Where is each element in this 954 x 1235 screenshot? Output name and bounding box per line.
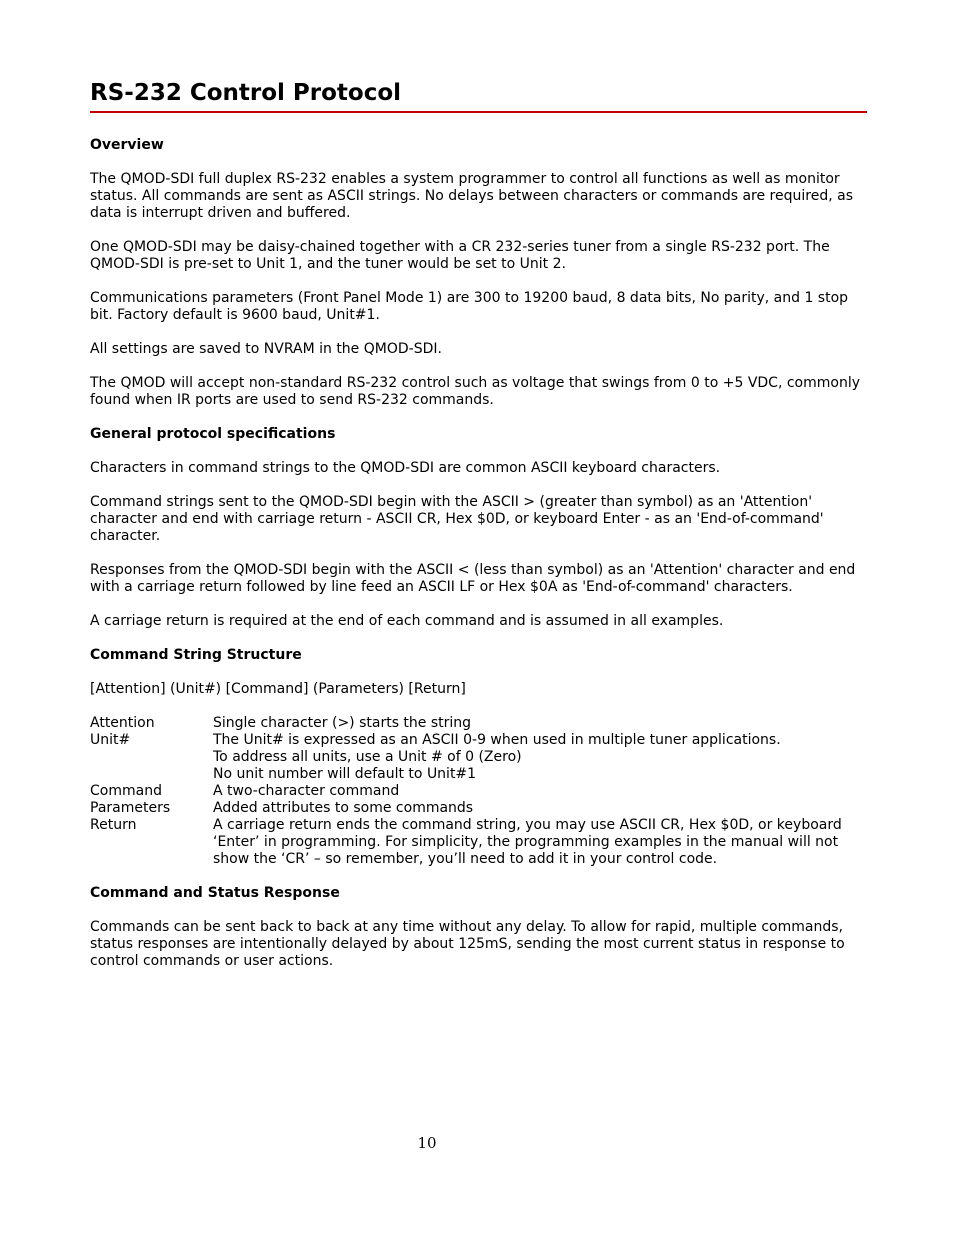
general-heading: General protocol specifications <box>90 426 336 442</box>
overview-paragraph: The QMOD will accept non-standard RS-232 control such as voltage that swings from 0 to +5 VDC, commonly found when IR ports are used to send RS-232 commands. <box>90 375 860 408</box>
overview-paragraph: One QMOD-SDI may be daisy-chained together with a CR 232-series tuner from a single RS-232 port. The QMOD-SDI is pre-set to Unit 1, and the tuner would be set to Unit 2. <box>90 239 830 272</box>
general-paragraph: A carriage return is required at the end of each command and is assumed in all examples. <box>90 613 724 629</box>
general-paragraph: Command strings sent to the QMOD-SDI begin with the ASCII > (greater than symbol) as an 'Attention' character and end with carriage return - ASCII CR, Hex $0D, or keyboard Enter - as an 'End-of-command' character. <box>90 494 824 544</box>
definition-description <box>213 800 873 817</box>
overview-paragraph: All settings are saved to NVRAM in the QMOD-SDI. <box>90 341 442 357</box>
definition-description <box>213 783 873 800</box>
status-heading: Command and Status Response <box>90 885 340 901</box>
command-syntax: [Attention] (Unit#) [Command] (Parameters) [Return] <box>90 681 466 697</box>
definition-term: Command <box>90 783 162 799</box>
page-title: RS-232 Control Protocol <box>90 80 402 106</box>
status-paragraph: Commands can be sent back to back at any time without any delay. To allow for rapid, multiple commands, status responses are intentionally delayed by about 125mS, sending the most current status in response to control commands or user actions. <box>90 919 845 969</box>
definition-term: Return <box>90 817 137 833</box>
overview-paragraph: The QMOD-SDI full duplex RS-232 enables a system programmer to control all functions as well as monitor status. All commands are sent as ASCII strings. No delays between characters or commands are required, as data is interrupt driven and buffered. <box>90 171 853 221</box>
definition-description <box>213 732 873 783</box>
page-content <box>90 137 870 987</box>
definition-line: A two-character command <box>213 783 400 799</box>
structure-heading: Command String Structure <box>90 647 302 663</box>
definition-description <box>213 817 873 868</box>
title-rule <box>90 111 867 113</box>
definition-description <box>213 715 873 732</box>
definition-line: Single character (>) starts the string <box>213 715 472 731</box>
definition-list <box>90 715 870 868</box>
definition-line: The Unit# is expressed as an ASCII 0-9 when used in multiple tuner applications. <box>213 732 781 748</box>
overview-paragraph: Communications parameters (Front Panel Mode 1) are 300 to 19200 baud, 8 data bits, No parity, and 1 stop bit. Factory default is 9600 baud, Unit#1. <box>90 290 849 323</box>
definition-term: Attention <box>90 715 155 731</box>
definition-line: No unit number will default to Unit#1 <box>213 766 477 782</box>
page-number: 10 <box>417 1134 437 1152</box>
definition-term: Unit# <box>90 732 131 748</box>
definition-term: Parameters <box>90 800 171 816</box>
definition-line: To address all units, use a Unit # of 0 (Zero) <box>213 749 522 765</box>
general-paragraph: Responses from the QMOD-SDI begin with the ASCII < (less than symbol) as an 'Attention' character and end with a carriage return followed by line feed an ASCII LF or Hex $0A as 'End-of-command' characters. <box>90 562 856 595</box>
definition-line: Added attributes to some commands <box>213 800 474 816</box>
overview-heading: Overview <box>90 137 164 153</box>
definition-line: A carriage return ends the command string, you may use ASCII CR, Hex $0D, or keyboard ‘Enter’ in programming. For simplicity, the programming examples in the manual will not show the ‘CR’ – so remember, you’ll need to add it in your control code. <box>213 817 842 867</box>
general-paragraph: Characters in command strings to the QMOD-SDI are common ASCII keyboard characters. <box>90 460 721 476</box>
